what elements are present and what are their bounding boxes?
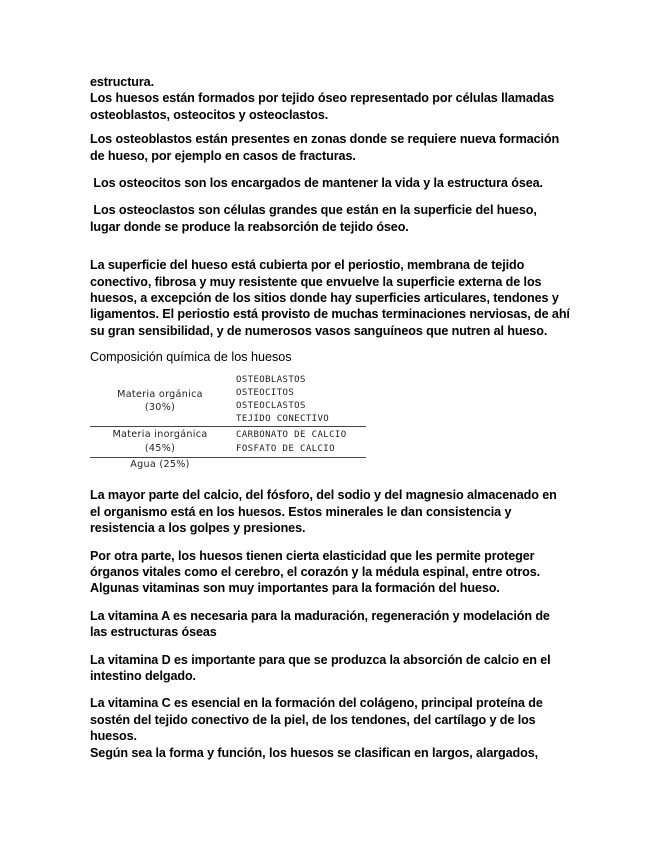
paragraph-osteoclasts: Los osteoclastos son células grandes que están en la superficie del hueso, lugar donde se produce la reabsorción de tejido óseo. bbox=[90, 203, 541, 234]
paragraph-osteocytes: Los osteocitos son los encargados de mantener la vida y la estructura ósea. bbox=[90, 176, 543, 191]
table-divider bbox=[90, 457, 366, 458]
organic-item: TEJIDO CONECTIVO bbox=[236, 414, 330, 425]
paragraph-vitamin-d: La vitamina D es importante para que se produzca la absorción de calcio en el intestino delgado. bbox=[90, 652, 551, 683]
chemical-composition-table bbox=[90, 371, 366, 479]
document-page bbox=[90, 74, 570, 761]
inorganic-matter-label: Materia inorgánica bbox=[112, 429, 208, 441]
paragraph-osteoblasts: Los osteoblastos están presentes en zonas donde se requiere nueva formación de hueso, por ejemplo en casos de fracturas. bbox=[90, 132, 560, 163]
paragraph-periosteum: La superficie del hueso está cubierta por el periostio, membrana de tejido conectivo, fibrosa y muy resistente que envuelve la superficie externa de los huesos, a excepción de los sitios donde hay superficies articulares, tendones y ligamentos. El periostio está provisto de muchas terminaciones nerviosas, de ahí su gran sensibilidad, y de numerosos vasos sanguíneos que nutren al hueso. bbox=[90, 258, 570, 338]
inorganic-item: CARBONATO DE CALCIO bbox=[236, 430, 347, 441]
inorganic-item: FOSFATO DE CALCIO bbox=[236, 444, 335, 455]
organic-matter-label: Materia orgánica bbox=[117, 389, 203, 401]
paragraph-classification: Según sea la forma y función, los huesos se clasifican en largos, alargados, bbox=[90, 745, 539, 760]
paragraph-intro bbox=[90, 74, 570, 123]
paragraph-vitamin-c: La vitamina C es esencial en la formación del colágeno, principal proteína de sostén del tejido conectivo de la piel, de los tendones, del cartílago y de los huesos. bbox=[90, 696, 543, 744]
paragraph-minerals: La mayor parte del calcio, del fósforo, del sodio y del magnesio almacenado en el organismo está en los huesos. Estos minerales le dan consistencia y resistencia a los golpes y presiones. bbox=[90, 488, 557, 536]
inorganic-matter-percent: (45%) bbox=[144, 443, 176, 455]
section-title-chemical-composition: Composición química de los huesos bbox=[90, 350, 292, 365]
paragraph-bones-tissue: Los huesos están formados por tejido óseo representado por células llamadas osteoblastos, osteocitos y osteoclastos. bbox=[90, 91, 555, 122]
table-divider bbox=[90, 426, 366, 427]
organic-matter-percent: (30%) bbox=[144, 402, 176, 414]
organic-item: OSTEOCITOS bbox=[236, 388, 295, 399]
organic-item: OSTEOBLASTOS bbox=[236, 375, 306, 386]
paragraph-elasticity: Por otra parte, los huesos tienen cierta elasticidad que les permite proteger órganos vitales como el cerebro, el corazón y la médula espinal, entre otros. Algunas vitaminas son muy importantes para la formación del hueso. bbox=[90, 548, 541, 596]
organic-item: OSTEOCLASTOS bbox=[236, 401, 306, 412]
paragraph-fragment: estructura. bbox=[90, 75, 154, 89]
water-label: Agua (25%) bbox=[130, 459, 190, 471]
paragraph-vitamin-a: La vitamina A es necesaria para la maduración, regeneración y modelación de las estructuras óseas bbox=[90, 608, 550, 640]
